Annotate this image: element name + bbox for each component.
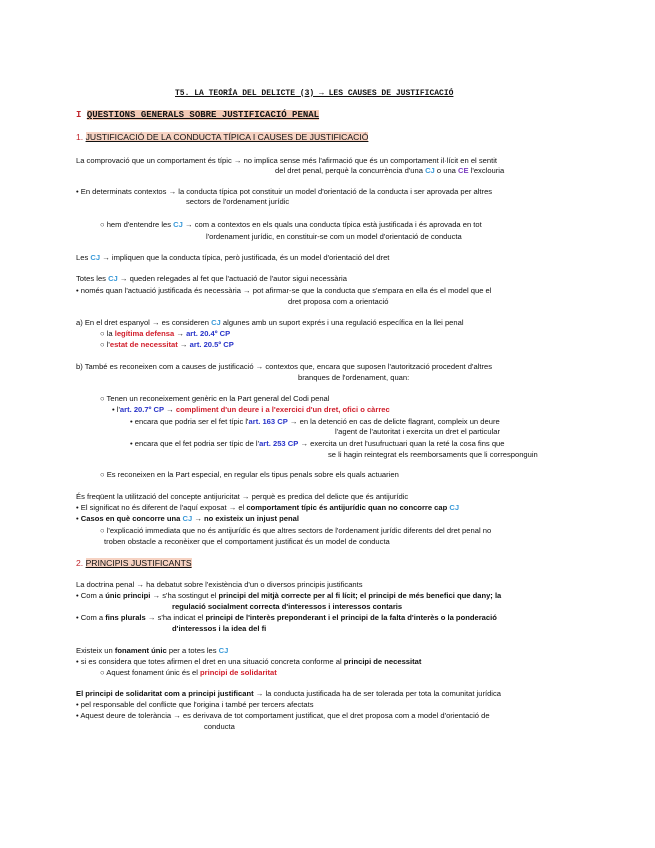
page-title: T5. LA TEORÍA DEL DELICTE (3) → LES CAUSES DE JUSTIFICACIÓ [175,89,454,98]
cj-abbr: CJ [108,274,118,283]
law-reference: art. 20.4º CP [186,329,231,338]
sub-bullet-line: troben obstacle a reconèixer que el comportament justificat és un model de conducta [104,537,390,546]
bullet-line: • Com a únic principi → s'ha sostingut el principi del mitjà correcte per al fi lícit; el principi de més benefici que dany; la [76,591,502,600]
subsection-number: 2. [76,558,84,568]
cj-abbr: CJ [90,253,101,262]
bullet-line: • El significat no és diferent de l'aquí exposat → el comportament típic és antijurídic quan no concorre cap CJ [76,503,460,512]
bullet-line: sectors de l'ordenament jurídic [186,197,290,206]
paragraph-line: El principi de solidaritat com a principi justificant → la conducta justificada ha de ser tolerada per tota la comunitat jurídica [76,689,502,698]
sub-bullet-line: • encara que podria ser el fet típic l'art. 163 CP → en la detenció en cas de delicte flagrant, compleix un deure [130,417,500,426]
cj-abbr: CJ [182,514,193,523]
cj-abbr: CJ [425,166,435,175]
sub-bullet-line: ○ Es reconeixen en la Part especial, en regular els tipus penals sobre els quals actuarien [100,470,399,479]
bullet-line: • Com a fins plurals → s'ha indicat el principi de l'interès preponderant i el principi de la falta d'interès o la ponderació [76,613,497,622]
law-reference: art. 20.7º CP [119,405,165,414]
paragraph-line: branques de l'ordenament, quan: [298,373,410,382]
sub-bullet-line: l'ordenament jurídic, en constituir-se com un model d'orientació de conducta [206,232,462,241]
paragraph-line: Les CJ → impliquen que la conducta típica, però justificada, és un model d'orientació del dret [76,253,390,262]
paragraph-line: a) En el dret espanyol → es consideren CJ algunes amb un suport exprés i una regulació específica en la llei penal [76,318,464,327]
sub-bullet-line: ○ Aquest fonament únic és el principi de solidaritat [100,668,277,677]
bullet-line: • només quan l'actuació justificada és necessària → pot afirmar-se que la conducta que s'empara en ella és el model que el [76,286,492,295]
cj-abbr: CJ [449,503,460,512]
paragraph-line: b) També es reconeixen com a causes de justificació → contextos que, encara que suposen l'autorització procedent d'altres [76,362,493,371]
paragraph-line: La comprovació que un comportament és típic → no implica sense més l'afirmació que és un comportament il·lícit en el sentit [76,156,497,165]
bullet-line: • Aquest deure de tolerància → es derivava de tot comportament justificat, que el dret proposa com a model d'orientació de [76,711,490,720]
sub-bullet-line: l'agent de l'autoritat i exercita un dret el particular [335,427,500,436]
bullet-line: • pel responsable del conflicte que l'origina i també per tercers afectats [76,700,314,709]
sub-bullet-line: ○ l'estat de necessitat → art. 20.5º CP [100,340,234,349]
bullet-line: • Casos en què concorre una CJ → no existeix un injust penal [76,514,299,523]
subsection-number: 1. [76,132,84,142]
sub-bullet-line: ○ la legítima defensa → art. 20.4º CP [100,329,231,338]
paragraph-line: És freqüent la utilització del concepte antijuricitat → perquè es predica del delicte que és antijurídic [76,492,409,501]
bullet-line: conducta [204,722,235,731]
bullet-line: • si es considera que totes afirmen el dret en una situació concreta conforme al principi de necessitat [76,657,422,666]
paragraph-line: Existeix un fonament únic per a totes les CJ [76,646,229,655]
law-reference: art. 253 CP [259,439,299,448]
cj-abbr: CJ [218,646,229,655]
subsection-heading-2 [76,558,192,568]
cj-abbr: CJ [211,318,221,327]
cj-abbr: CJ [173,220,183,229]
section-title: QUESTIONS GENERALS SOBRE JUSTIFICACIÓ PENAL [86,110,320,120]
sub-bullet-line: • encara que el fet podria ser típic de l'art. 253 CP → exercita un dret l'usufructuari quan la reté la cosa fins que [130,439,505,448]
sub-bullet-line: ○ Tenen un reconeixement genèric en la Part general del Codi penal [100,394,330,403]
bullet-line: • En determinats contextos → la conducta típica pot constituir un model d'orientació de la conducta i ser aprovada per altres [76,187,493,196]
subsection-heading-1 [76,132,368,142]
law-reference: art. 163 CP [248,417,288,426]
bullet-line: dret proposa com a orientació [288,297,389,306]
subsection-title: JUSTIFICACIÓ DE LA CONDUCTA TÍPICA I CAUSES DE JUSTIFICACIÓ [85,132,369,142]
sub-bullet-line: se li hagin reintegrat els reemborsaments que li corresponguin [328,450,538,459]
paragraph-line: del dret penal, perquè la concurrència d'una CJ o una CE l'exclouria [275,166,505,175]
section-number: I [76,110,82,120]
bullet-line: d'interessos i la idea del fi [172,624,267,633]
ce-abbr: CE [458,166,469,175]
paragraph-line: La doctrina penal → ha debatut sobre l'existència d'un o diversos principis justificants [76,580,363,589]
sub-bullet-line: ○ hem d'entendre les CJ → com a contextos en els quals una conducta típica està justificada i és aprovada en tot [100,220,482,229]
paragraph-line: Totes les CJ → queden relegades al fet que l'actuació de l'autor sigui necessària [76,274,347,283]
sub-bullet-line: ○ l'explicació immediata que no és antijurídic és que altres sectors de l'ordenament jurídic diferents del dret penal no [100,526,492,535]
law-reference: art. 20.5º CP [189,340,234,349]
subsection-title: PRINCIPIS JUSTIFICANTS [85,558,192,568]
bullet-line: regulació socialment correcta d'interessos i interessos contaris [172,602,403,611]
sub-bullet-line: • l'art. 20.7º CP → compliment d'un deure i a l'exercici d'un dret, ofici o càrrec [112,405,390,414]
section-heading-1 [76,110,319,120]
